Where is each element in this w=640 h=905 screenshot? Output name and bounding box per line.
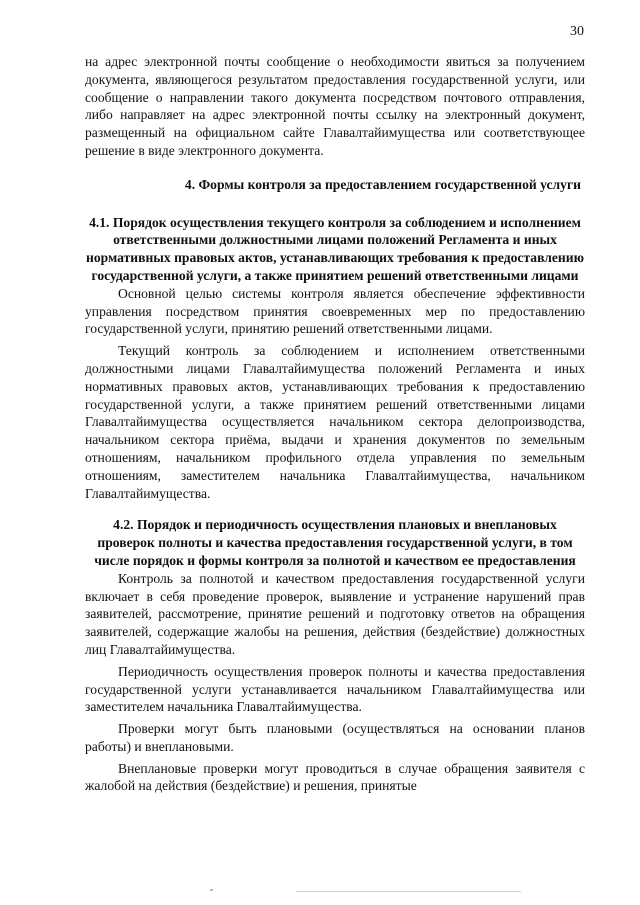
paragraph-quality-control: Контроль за полнотой и качеством предоставления государственной услуги включает в себя проведение проверок, выявление и устранение нарушений прав заявителей, рассмотрение, принятие решений и подготовку ответов на обращения заявителей, содержащие жалобы на решения, действия (бездействие) должностных лиц Главалтайимущества. [85, 570, 585, 657]
paragraph-control-goal: Основной целью системы контроля является обеспечение эффективности управления посредством принятия своевременных мер по предоставлению государственной услуги, принятию решений ответственными лицами. [85, 285, 585, 337]
paragraph-periodicity: Периодичность осуществления проверок полноты и качества предоставления государственной услуги устанавливается начальником Главалтайимущества или заместителем начальника Главалтайимущества. [85, 663, 585, 715]
paragraph-continuation: на адрес электронной почты сообщение о необходимости явиться за получением документа, являющегося результатом предоставления государственной услуги, или сообщение о направлении такого документа посредством почтового отправления, либо направляет на адрес электронной почты ссылку на электронный документ, размещенный на официальном сайте Главалтайимущества или соответствующее решение в виде электронного документа. [85, 54, 585, 158]
paragraph-check-types: Проверки могут быть плановыми (осуществляться на основании планов работы) и внеплановыми. [85, 721, 585, 754]
subsection-heading-4-1: 4.1. Порядок осуществления текущего контроля за соблюдением и исполнением ответственными должностными лицами положений Регламента и иных нормативных правовых актов, устанавливающих требования к предоставлению государственной услуги, а также принятием решений ответственными лицами [86, 214, 584, 283]
footer-divider [296, 891, 521, 892]
footer-mark [210, 889, 213, 891]
section-heading-4: 4. Формы контроля за предоставлением государственной услуги [184, 176, 581, 192]
paragraph-unscheduled-checks: Внеплановые проверки могут проводиться в случае обращения заявителя с жалобой на действия (бездействие) и решения, принятые [85, 760, 585, 794]
page-number: 30 [570, 24, 584, 39]
subsection-heading-4-2: 4.2. Порядок и периодичность осуществления плановых и внеплановых проверок полноты и качества предоставления государственной услуги, в том числе порядок и формы контроля за полнотой и качеством ее предоставления [94, 517, 576, 568]
document-body [85, 53, 585, 795]
paragraph-current-control: Текущий контроль за соблюдением и исполнением ответственными должностными лицами Главалтайимущества положений Регламента и иных нормативных правовых актов, устанавливающих требования к предоставлению государственной услуги, а также принятием решений ответственными лицами Главалтайимущества осуществляется начальником сектора делопроизводства, начальником сектора приёма, выдачи и хранения документов по земельным отношениям, начальником профильного отдела управления по земельным отношениям, заместителем начальника Главалтайимущества, начальником Главалтайимущества. [85, 343, 585, 501]
